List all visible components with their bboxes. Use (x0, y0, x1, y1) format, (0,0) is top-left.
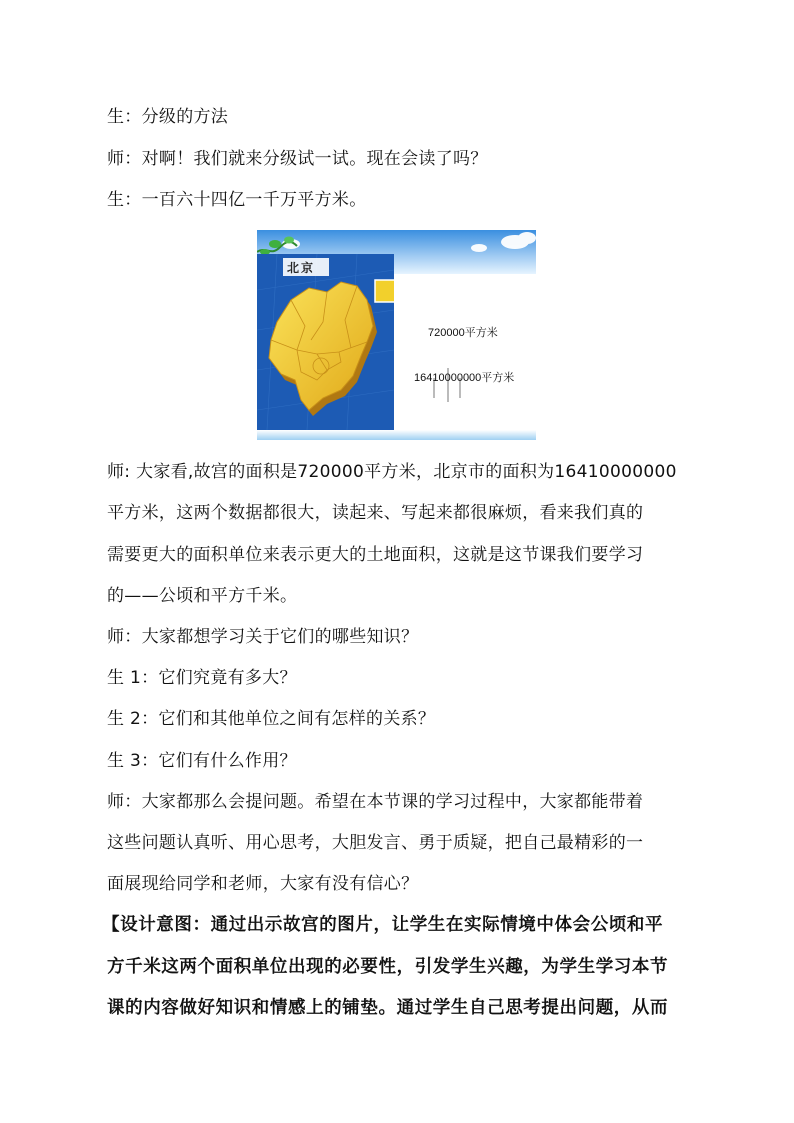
design-intent-line-2: 方千米这两个面积单位出现的必要性，引发学生兴趣，为学生学习本节 (107, 957, 669, 977)
line-10: 生 2：它们和其他单位之间有怎样的关系？ (107, 709, 436, 729)
line-6: 需要更大的面积单位来表示更大的土地面积，这就是这节课我们要学习 (107, 545, 644, 565)
line-4: 师: 大家看,故宫的面积是720000平方米，北京市的面积为16410000000 (107, 462, 677, 482)
city-area-label: 16410000000平方米 (414, 372, 515, 384)
line-3: 生：一百六十四亿一千万平方米。 (107, 190, 367, 210)
line-12: 师：大家都那么会提问题。希望在本节课的学习过程中，大家都能带着 (107, 792, 644, 812)
line-9: 生 1：它们究竟有多大？ (107, 668, 297, 688)
palace-area-label: 720000平方米 (428, 327, 498, 339)
design-intent-line-1: 【设计意图：通过出示故宫的图片，让学生在实际情境中体会公顷和平 (102, 915, 664, 935)
line-11: 生 3：它们有什么作用？ (107, 751, 297, 771)
line-14: 面展现给同学和老师，大家有没有信心？ (107, 874, 419, 894)
beijing-map-figure (257, 230, 536, 440)
line-7: 的——公顷和平方千米。 (107, 586, 298, 606)
design-intent-line-3: 课的内容做好知识和情感上的铺垫。通过学生自己思考提出问题，从而 (107, 998, 669, 1018)
line-2: 师：对啊！我们就来分级试一试。现在会读了吗？ (107, 149, 488, 169)
line-5: 平方米，这两个数据都很大，读起来、写起来都很麻烦，看来我们真的 (107, 503, 644, 523)
line-1: 生：分级的方法 (107, 107, 229, 127)
line-8: 师：大家都想学习关于它们的哪些知识？ (107, 627, 419, 647)
line-13: 这些问题认真听、用心思考，大胆发言、勇于质疑，把自己最精彩的一 (107, 833, 644, 853)
map-title: 北京 (287, 261, 316, 275)
